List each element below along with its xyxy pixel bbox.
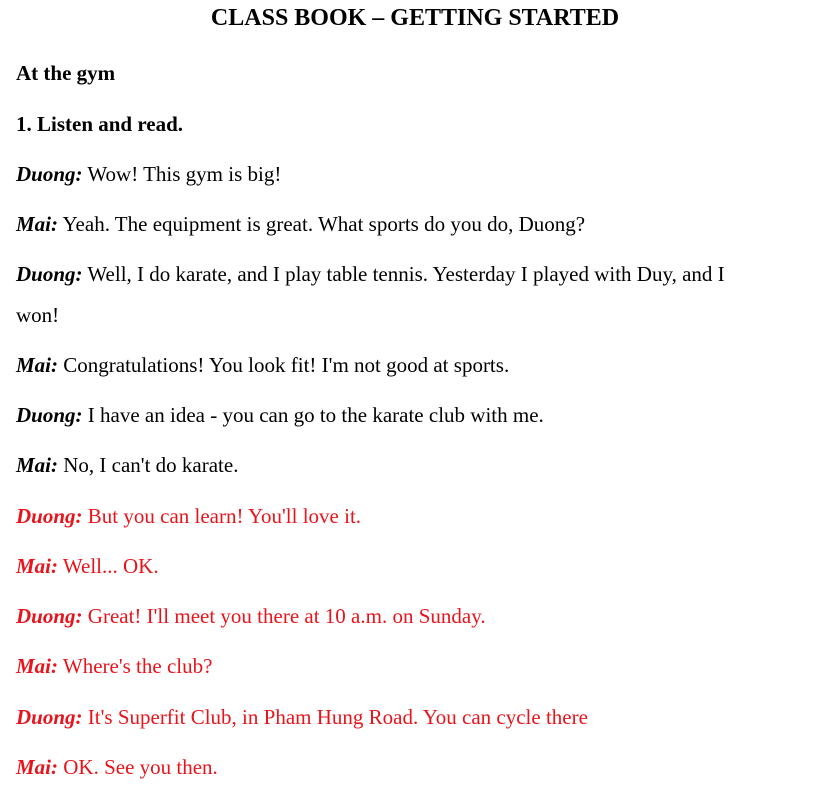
speaker-name: Duong: (16, 705, 83, 729)
speaker-name: Mai: (16, 554, 58, 578)
dialogue-text: It's Superfit Club, in Pham Hung Road. You can cycle there (87, 705, 588, 729)
speaker-name: Duong: (16, 262, 83, 286)
speaker-name: Mai: (16, 654, 58, 678)
dialogue-text: Wow! This gym is big! (87, 162, 282, 186)
dialogue-line (16, 162, 816, 186)
task-heading: 1. Listen and read. (16, 112, 184, 136)
dialogue-line-highlighted (16, 604, 816, 628)
dialogue-line (16, 212, 816, 236)
dialogue-text: Yeah. The equipment is great. What sports do you do, Duong? (62, 212, 586, 236)
page-title: CLASS BOOK – GETTING STARTED (210, 5, 620, 31)
speaker-name: Mai: (16, 755, 58, 779)
dialogue-text: won! (16, 303, 60, 327)
dialogue-line-highlighted (16, 504, 816, 528)
dialogue-text: Congratulations! You look fit! I'm not good at sports. (63, 353, 510, 377)
dialogue-line-continuation (16, 303, 816, 327)
dialogue-line (16, 403, 816, 427)
dialogue-text: No, I can't do karate. (63, 453, 239, 477)
speaker-name: Duong: (16, 504, 83, 528)
dialogue-text: Where's the club? (62, 654, 213, 678)
dialogue-line-highlighted (16, 654, 816, 678)
speaker-name: Duong: (16, 604, 83, 628)
section-heading: At the gym (16, 61, 116, 85)
dialogue-text: Well... OK. (62, 554, 159, 578)
dialogue-text: I have an idea - you can go to the karate club with me. (87, 403, 544, 427)
dialogue-text: Great! I'll meet you there at 10 a.m. on Sunday. (87, 604, 486, 628)
dialogue-text: But you can learn! You'll love it. (87, 504, 362, 528)
speaker-name: Duong: (16, 403, 83, 427)
speaker-name: Mai: (16, 353, 58, 377)
dialogue-line (16, 453, 816, 477)
speaker-name: Mai: (16, 212, 58, 236)
dialogue-text: Well, I do karate, and I play table tennis. Yesterday I played with Duy, and I (87, 262, 725, 286)
dialogue-line-highlighted (16, 755, 816, 779)
dialogue-text: OK. See you then. (63, 755, 218, 779)
dialogue-line (16, 262, 816, 286)
dialogue-line (16, 353, 816, 377)
speaker-name: Duong: (16, 162, 83, 186)
dialogue-line-highlighted (16, 705, 816, 729)
dialogue-line-highlighted (16, 554, 816, 578)
speaker-name: Mai: (16, 453, 58, 477)
